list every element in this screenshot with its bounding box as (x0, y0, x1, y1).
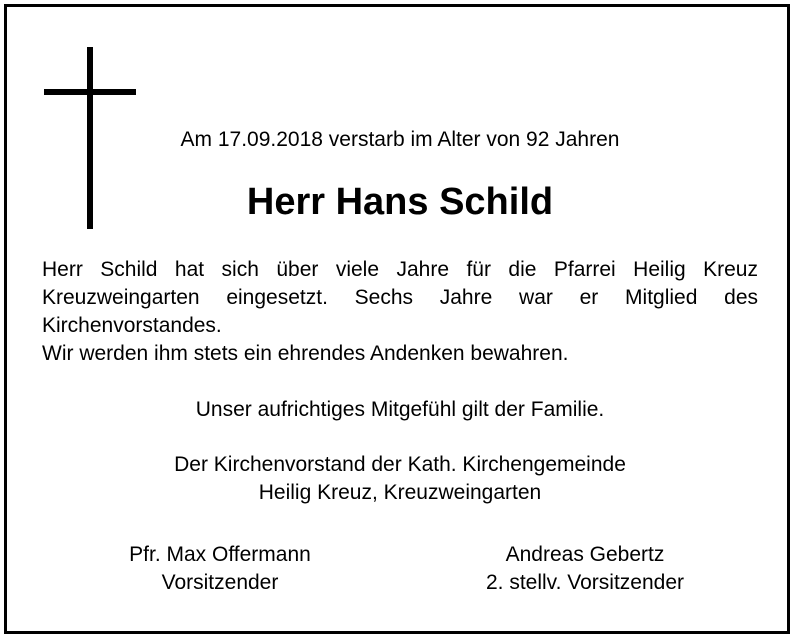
signatory-name: Pfr. Max Offermann (129, 543, 311, 566)
tribute-paragraph: Herr Schild hat sich über viele Jahre für die Pfarrei Heilig Kreuz Kreuzweingarten eingesetzt. Sechs Jahre war er Mitglied des Kirchenvorstandes. (42, 258, 758, 337)
signatory-role: Vorsitzender (161, 571, 279, 594)
signatory-name: Andreas Gebertz (505, 543, 665, 566)
church-council (100, 451, 700, 507)
death-intro-text: Am 17.09.2018 verstarb im Alter von 92 Jahren (180, 128, 620, 151)
signature-left (60, 541, 380, 597)
council-line-2: Heilig Kreuz, Kreuzweingarten (258, 481, 542, 504)
deceased-name: Herr Hans Schild (246, 181, 554, 223)
sympathy-line: Unser aufrichtiges Mitgefühl gilt der Familie. (195, 398, 605, 421)
remembrance-line: Wir werden ihm stets ein ehrendes Andenken bewahren. (42, 342, 569, 365)
tribute-text (42, 256, 758, 368)
signatory-role: 2. stellv. Vorsitzender (485, 571, 685, 594)
council-line-1: Der Kirchenvorstand der Kath. Kirchengemeinde (174, 453, 626, 476)
signature-right (425, 541, 745, 597)
